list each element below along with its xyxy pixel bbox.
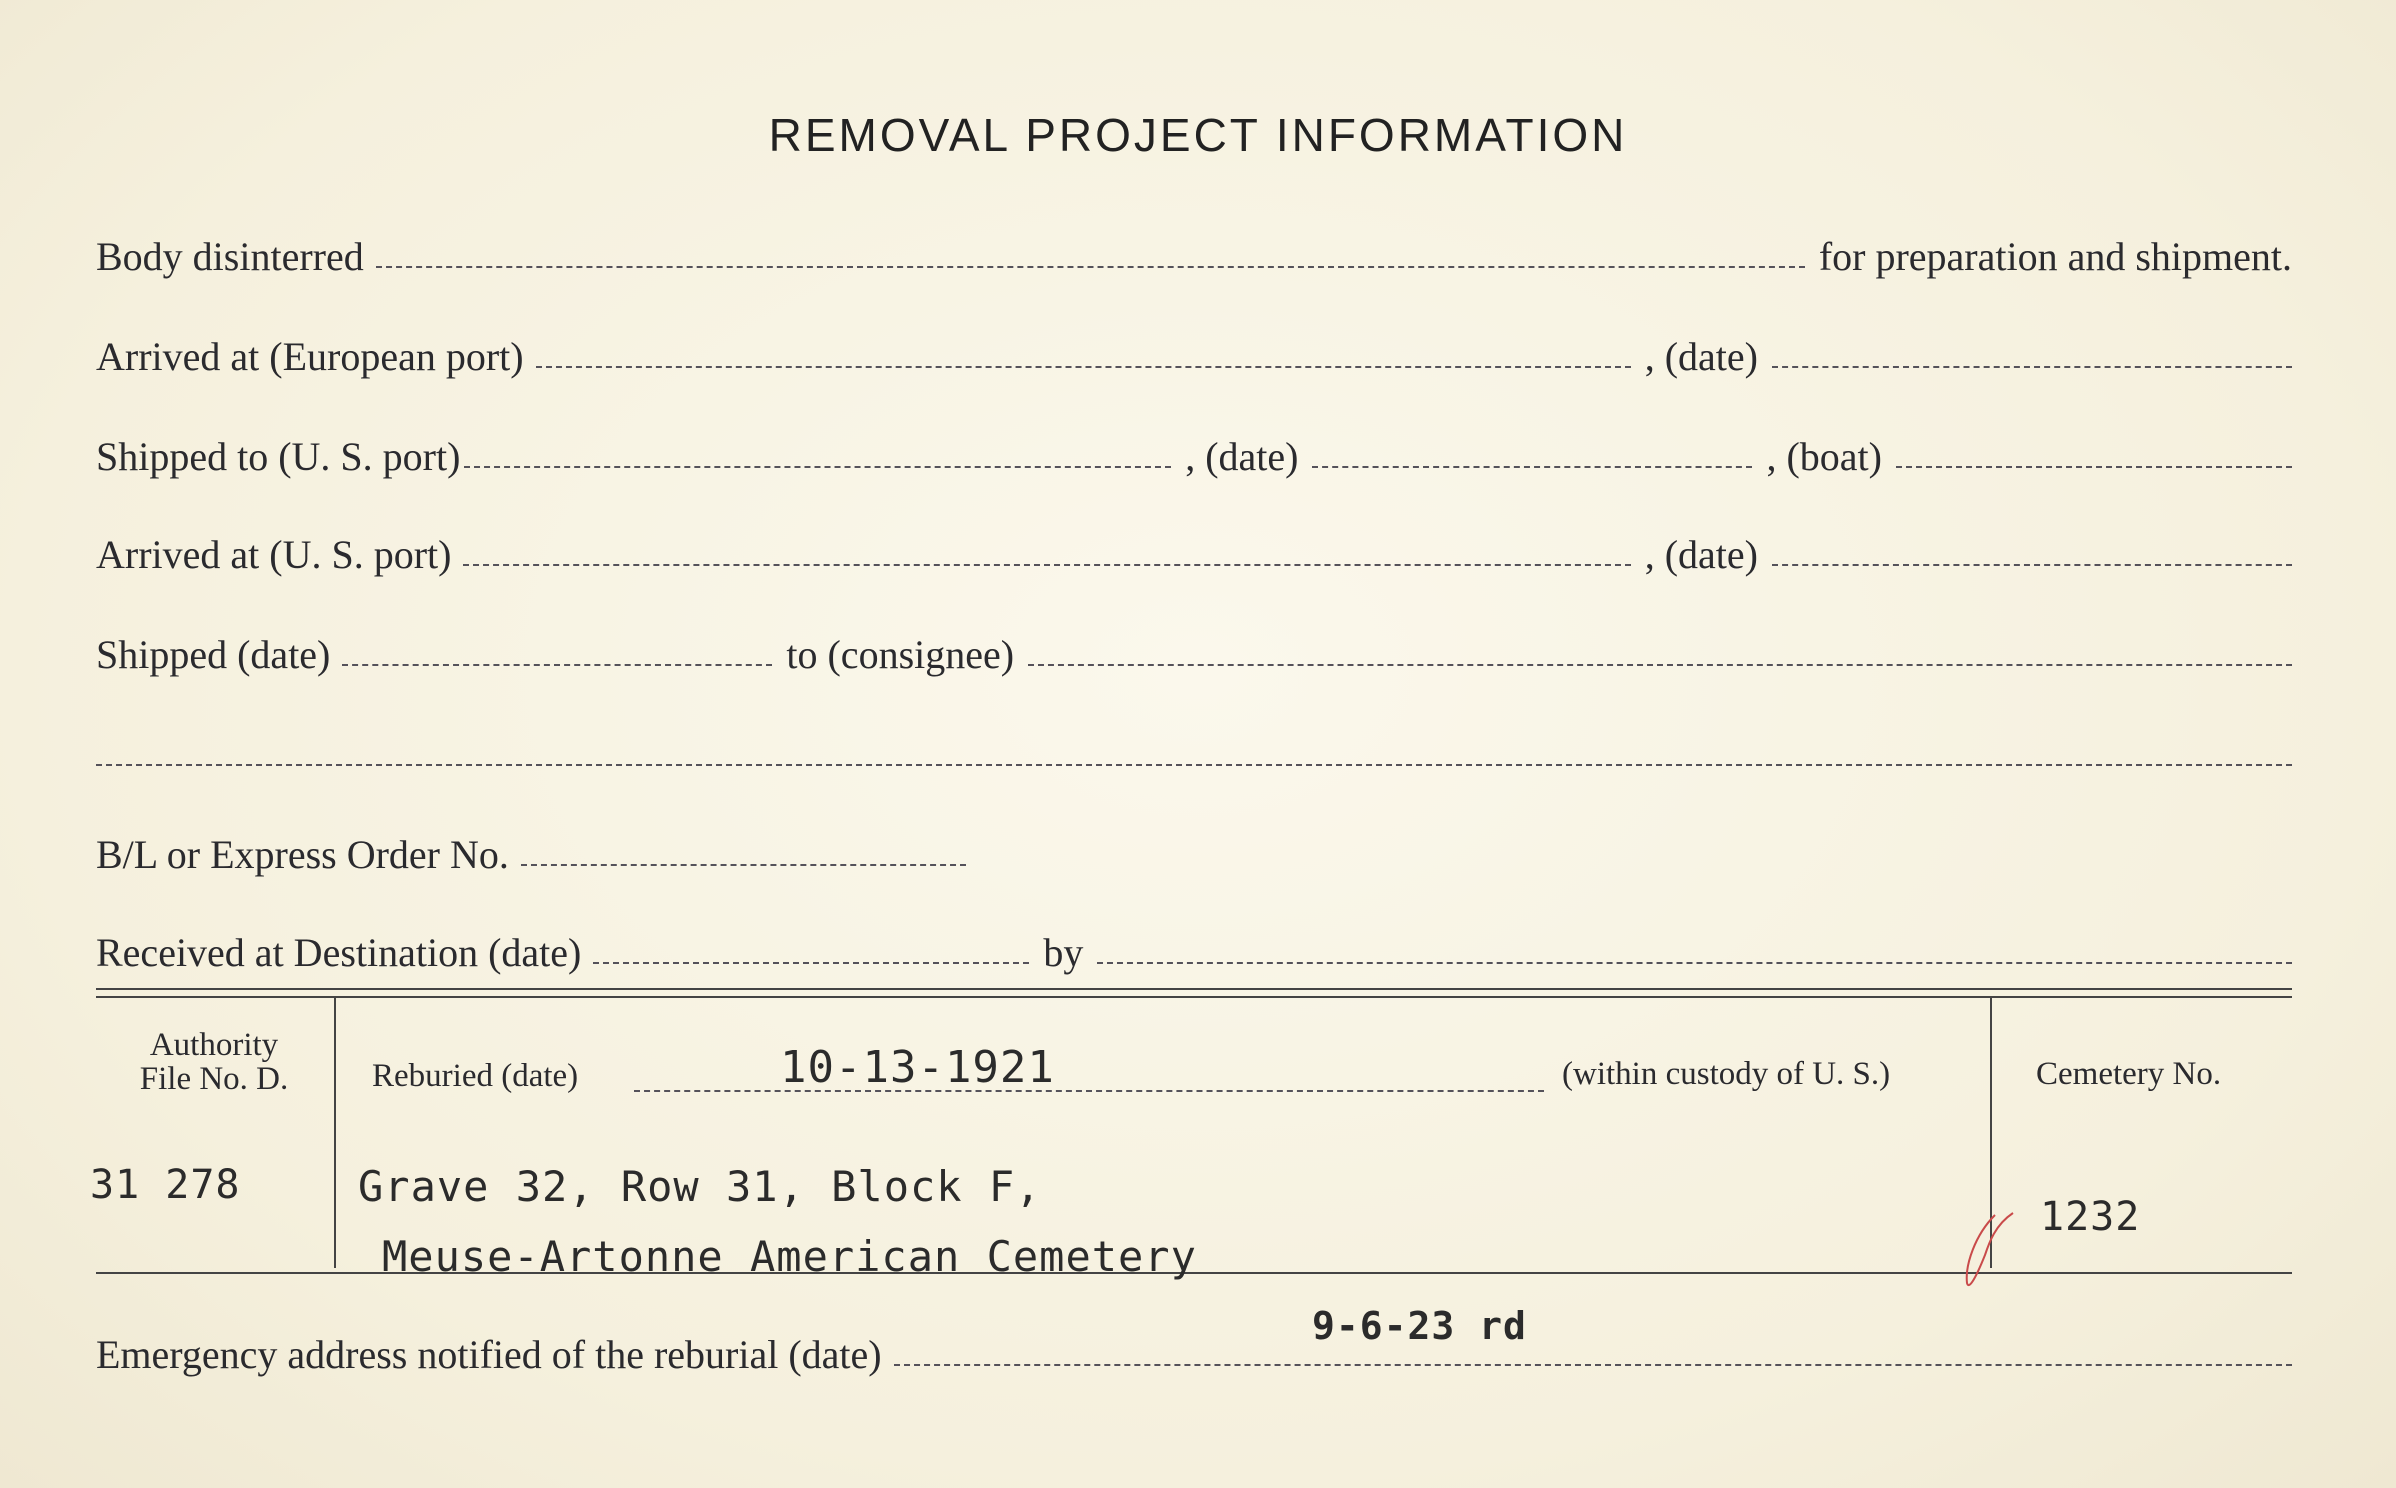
label-bl: B/L or Express Order No. <box>96 832 509 877</box>
row-received <box>96 916 2292 976</box>
row-arrived-european <box>96 320 2292 380</box>
value-grave-line1: Grave 32, Row 31, Block F, <box>358 1162 1042 1211</box>
field-arrived-us-date[interactable] <box>1772 564 2292 566</box>
label-body-disinterred: Body disinterred <box>96 234 364 279</box>
label-boat: , (boat) <box>1766 434 1882 479</box>
label-arrived-european: Arrived at (European port) <box>96 334 524 379</box>
value-authority: 31 278 <box>90 1162 241 1208</box>
field-european-date[interactable] <box>1772 366 2292 368</box>
label-date: , (date) <box>1644 532 1758 577</box>
field-arrived-us-port[interactable] <box>463 564 1630 566</box>
row-emergency <box>96 1318 2292 1378</box>
label-authority: Authority File No. D. <box>139 1027 289 1097</box>
label-shipped-date: Shipped (date) <box>96 632 331 677</box>
field-boat[interactable] <box>1896 466 2292 468</box>
section-divider <box>96 988 2292 998</box>
label-preparation: for preparation and shipment. <box>1818 234 2292 279</box>
field-us-port[interactable] <box>464 466 1171 468</box>
label-shipped-us: Shipped to (U. S. port) <box>96 434 461 479</box>
value-grave-line2: Meuse-Artonne American Cemetery <box>382 1232 1197 1281</box>
field-consignee[interactable] <box>1028 664 2292 666</box>
row-arrived-us <box>96 518 2292 578</box>
field-shipped-date[interactable] <box>342 664 772 666</box>
field-european-port[interactable] <box>536 366 1631 368</box>
value-cemetery-no: 1232 <box>2040 1194 2141 1240</box>
row-bl <box>96 818 966 878</box>
label-date: , (date) <box>1185 434 1299 479</box>
row-continuation <box>96 718 2292 778</box>
field-shipped-date[interactable] <box>1312 466 1752 468</box>
value-emergency-date: 9-6-23 rd <box>1312 1304 1527 1348</box>
label-emergency: Emergency address notified of the reburial (date) <box>96 1332 882 1377</box>
row-shipped-date <box>96 618 2292 678</box>
value-reburied-date: 10-13-1921 <box>780 1042 1055 1093</box>
label-by: by <box>1043 930 1084 975</box>
label-reburied: Reburied (date) <box>372 1058 579 1094</box>
label-received: Received at Destination (date) <box>96 930 582 975</box>
label-cemetery-no: Cemetery No. <box>2036 1056 2222 1092</box>
field-bl[interactable] <box>521 864 966 866</box>
field-consignee-continued[interactable] <box>96 764 2292 766</box>
field-received-by[interactable] <box>1097 962 2292 964</box>
field-received-date[interactable] <box>593 962 1029 964</box>
card-title: REMOVAL PROJECT INFORMATION <box>768 109 1628 161</box>
field-reburied-date[interactable] <box>634 1090 1544 1092</box>
label-arrived-us: Arrived at (U. S. port) <box>96 532 452 577</box>
field-disinterred[interactable] <box>376 266 1805 268</box>
field-emergency-date[interactable] <box>894 1364 2292 1366</box>
label-consignee: to (consignee) <box>786 632 1015 677</box>
column-divider-left <box>334 996 336 1268</box>
red-pencil-check-mark <box>1955 1195 2015 1295</box>
label-custody: (within custody of U. S.) <box>1562 1056 1891 1092</box>
row-shipped-us <box>96 420 2292 480</box>
row-body-disinterred <box>96 220 2292 280</box>
label-date: , (date) <box>1644 334 1758 379</box>
